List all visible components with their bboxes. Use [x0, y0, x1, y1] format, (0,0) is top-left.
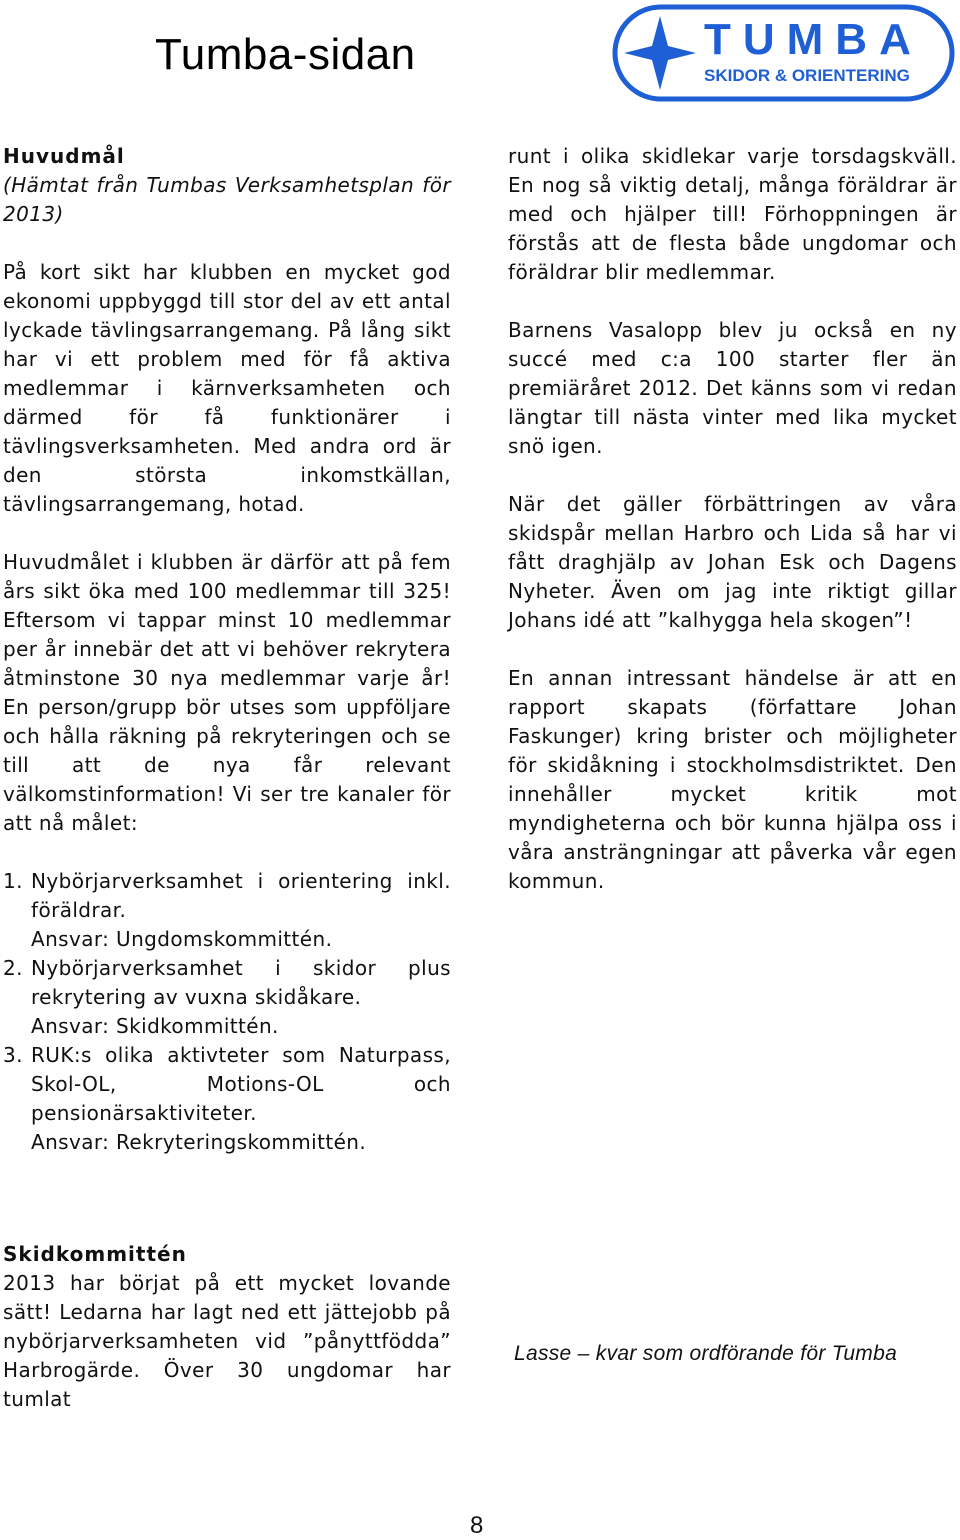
list-text: RUK:s olika aktivteter som Naturpass, Skol-OL, Motions-OL och pensionärsaktiviteter.: [31, 1043, 451, 1125]
page-title: Tumba-sidan: [155, 30, 416, 79]
ski-committee-section: [3, 1240, 451, 1414]
goal-paragraph-1: På kort sikt har klubben en mycket god ekonomi uppbyggd till stor del av ett antal lyckade tävlingsarrangemang. På lång sikt har vi ett problem med för få aktiva medlemmar i kärnverksamheten och därmed för få funktionärer i tävlingsverksamheten. Med andra ord är den största inkomstkällan, tävlingsarrangemang, hotad.: [3, 260, 451, 516]
list-text: Nybörjarverksamhet i skidor plus rekrytering av vuxna skidåkare.: [31, 956, 451, 1009]
list-responsibility: Ansvar: Rekryteringskommittén.: [31, 1130, 367, 1154]
photo-caption: Lasse – kvar som ordförande för Tumba: [514, 1342, 898, 1365]
goal-subheading: (Hämtat från Tumbas Verksamhetsplan för 2013): [3, 173, 451, 226]
right-paragraph-3: När det gäller förbättringen av våra skidspår mellan Harbro och Lida så har vi fått draghjälp av Johan Esk och Dagens Nyheter. Även om jag inte riktigt gillar Johans idé att ”kalhygga hela skogen”!: [508, 492, 957, 632]
goal-heading: Huvudmål: [3, 144, 125, 168]
ski-committee-block: [3, 1240, 451, 1414]
goal-paragraph-2: Huvudmålet i klubben är därför att på fem års sikt öka med 100 medlemmar till 325! Eftersom vi tappar minst 10 medlemmar per år innebär det att vi behöver rekrytera åtminstone 30 nya medlemmar varje år! En person/grupp bör utses som uppföljare och hålla räkning på rekryteringen och se till att de nya får relevant välkomstinformation! Vi ser tre kanaler för att nå målet:: [3, 550, 451, 835]
list-number: 2.: [3, 956, 23, 980]
right-column: [508, 142, 957, 925]
list-item: [3, 1041, 451, 1157]
goal-section-header: [3, 142, 451, 229]
list-responsibility: Ansvar: Skidkommittén.: [31, 1014, 279, 1038]
list-number: 3.: [3, 1043, 23, 1067]
list-text: Nybörjarverksamhet i orientering inkl. föräldrar.: [31, 869, 451, 922]
left-column: [3, 142, 451, 1186]
ski-committee-heading: Skidkommittén: [3, 1242, 187, 1266]
right-paragraph-4: En annan intressant händelse är att en rapport skapats (författare Johan Faskunger) kring brister och möjligheter för skidåkning i stockholmsdistriktet. Den innehåller mycket kritik mot myndigheterna och bör kunna hjälpa oss i våra ansträngningar att påverka vår egen kommun.: [508, 666, 957, 893]
right-paragraph-2: Barnens Vasalopp blev ju också en ny succé med c:a 100 starter fler än premiäråret 2012. Det känns som vi redan längtar till nästa vinter med lika mycket snö igen.: [508, 318, 957, 458]
list-responsibility: Ansvar: Ungdomskommittén.: [31, 927, 333, 951]
page-number: 8: [470, 1512, 484, 1539]
right-paragraph-1: runt i olika skidlekar varje torsdagskväll. En nog så viktig detalj, många föräldrar är med och hjälper till! Förhoppningen är förstås att de flesta både ungdomar och föräldrar blir medlemmar.: [508, 144, 957, 284]
list-item: [3, 867, 451, 954]
ski-committee-text: 2013 har börjat på ett mycket lovande sätt! Ledarna har lagt ned ett jättejobb på nybörjarverksamheten vid ”pånyttfödda” Harbrogärde. Över 30 ungdomar har tumlat: [3, 1271, 451, 1411]
tumba-logo: [612, 4, 955, 102]
logo-wordmark: TUMBA: [704, 15, 923, 64]
list-number: 1.: [3, 869, 23, 893]
channel-list: [3, 867, 451, 1157]
logo-subtitle: SKIDOR & ORIENTERING: [704, 66, 910, 85]
list-item: [3, 954, 451, 1041]
